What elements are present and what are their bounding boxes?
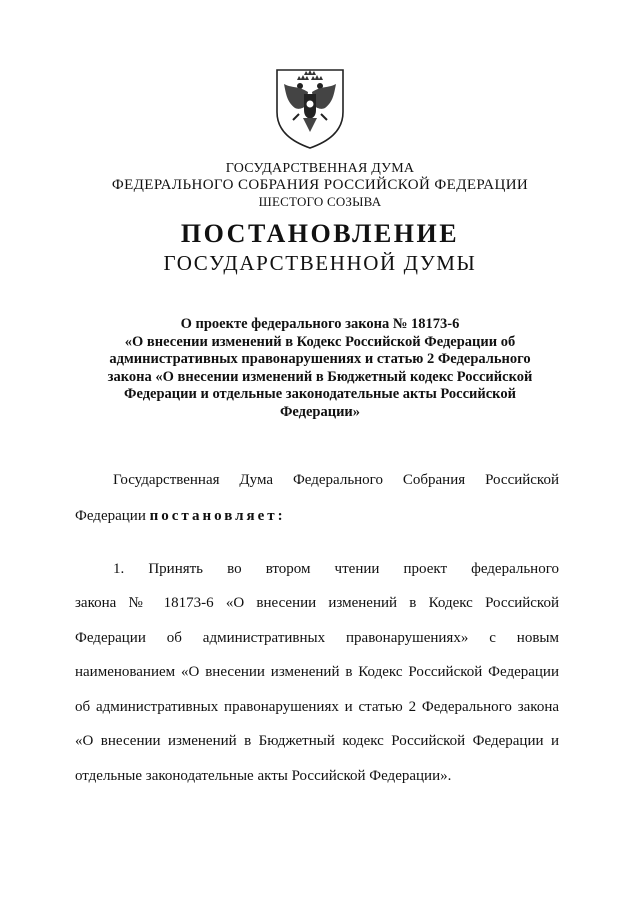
subject-line: Федерации» (279, 403, 361, 420)
item1-line: «О внесении изменений в Бюджетный кодекс Российской Федерации и (75, 733, 559, 749)
subject-line: закона «О внесении изменений в Бюджетный кодекс Российской (107, 368, 533, 385)
item1-line: об административных правонарушениях и статью 2 Федерального закона (75, 699, 559, 715)
preamble-text: Федерации (75, 508, 146, 524)
item1-line: Федерации об административных правонарушениях» с новым (75, 630, 559, 646)
header-line-3: ШЕСТОГО СОЗЫВА (258, 194, 382, 209)
subject-line: «О внесении изменений в Кодекс Российской Федерации об (124, 333, 516, 350)
item1-line: 1. Принять во втором чтении проект федерального (113, 561, 559, 577)
item1-line: наименованием «О внесении изменений в Кодекс Российской Федерации (75, 664, 559, 680)
document-title: ПОСТАНОВЛЕНИЕ (180, 219, 460, 248)
item1-line: отдельные законодательные акты Российской Федерации». (75, 768, 452, 784)
coat-of-arms-emblem (273, 66, 347, 150)
subject-line: административных правонарушениях и статью 2 Федерального (109, 351, 531, 367)
preamble-decision: постановляет: (149, 508, 286, 524)
subject-line: О проекте федерального закона № 18173-6 (180, 316, 460, 332)
header-line-1: ГОСУДАРСТВЕННАЯ ДУМА (225, 161, 415, 176)
document-subtitle: ГОСУДАРСТВЕННОЙ ДУМЫ (163, 251, 477, 275)
subject-line: Федерации и отдельные законодательные акты Российской (124, 386, 516, 402)
resolution-subject (80, 316, 560, 421)
preamble-line-1: Государственная Дума Федерального Собрания Российской (113, 472, 559, 488)
header-line-2: ФЕДЕРАЛЬНОГО СОБРАНИЯ РОССИЙСКОЙ ФЕДЕРАЦИИ (111, 177, 529, 193)
item1-line: закона № 18173-6 «О внесении изменений в Кодекс Российской (75, 595, 559, 611)
preamble-line-2 (75, 507, 559, 525)
